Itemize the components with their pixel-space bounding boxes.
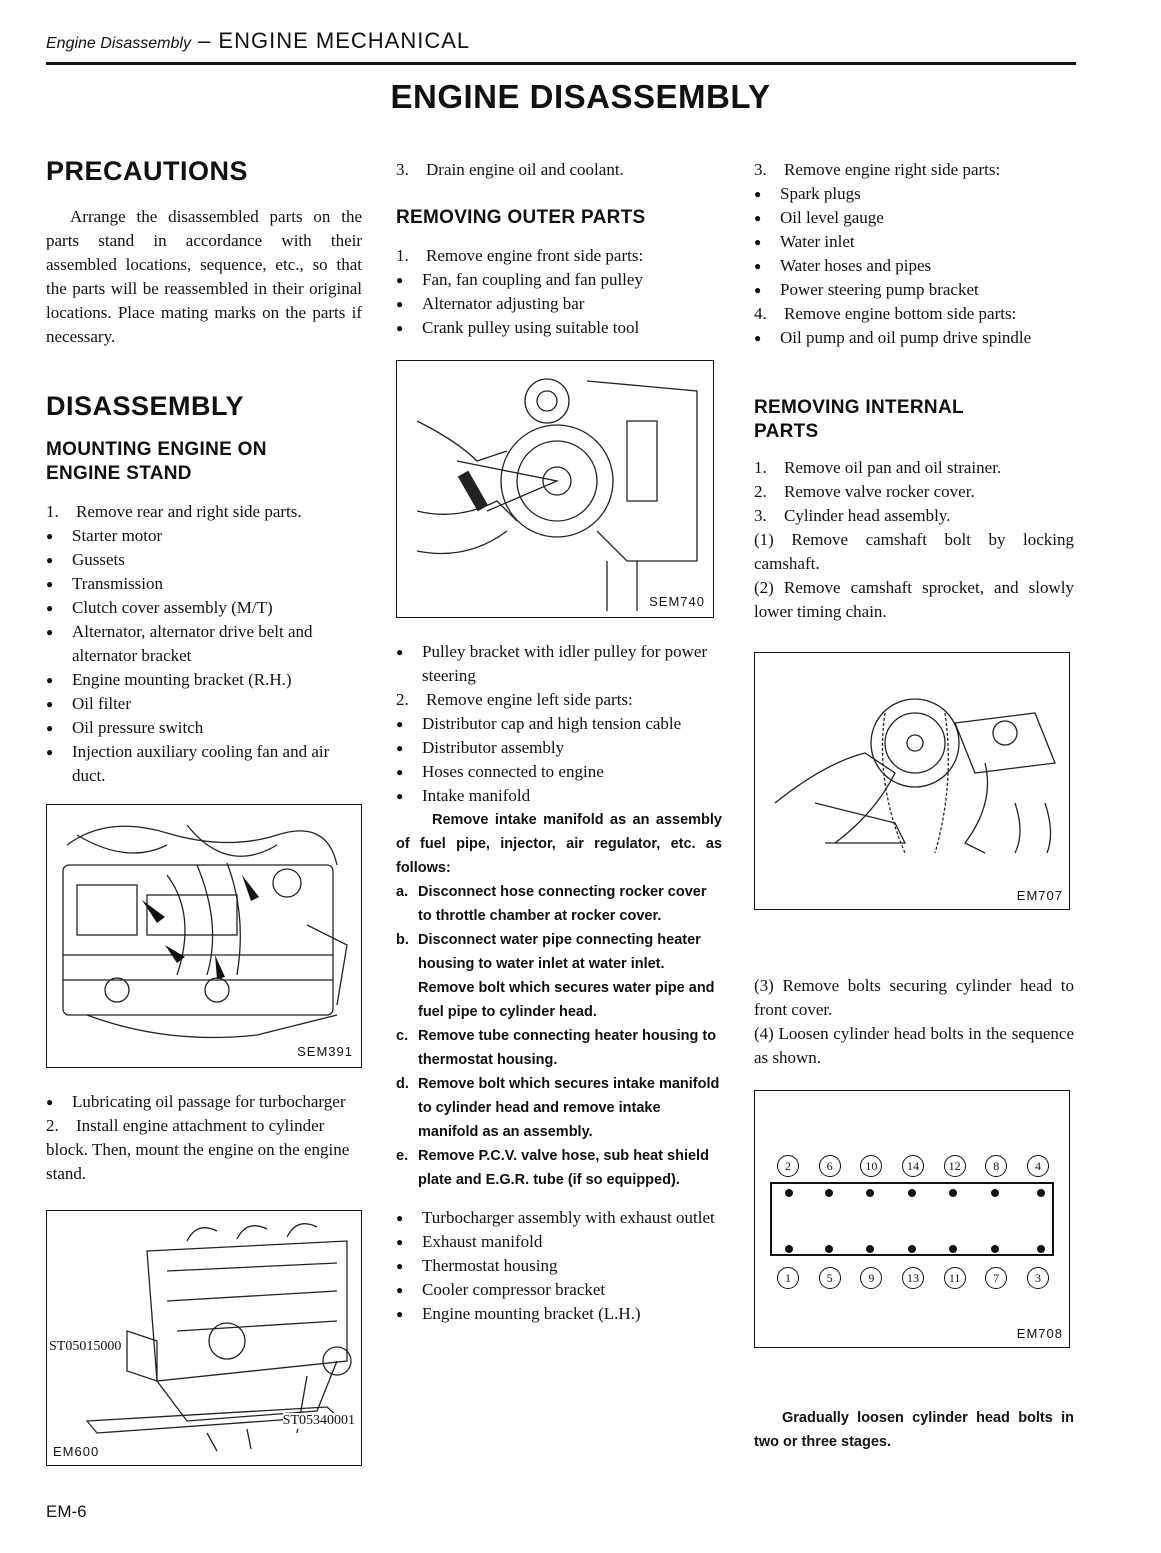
step-number: 4. — [754, 304, 767, 323]
figure-label: SEM391 — [297, 1044, 353, 1059]
bolt-number: 7 — [985, 1267, 1007, 1289]
precautions-heading: PRECAUTIONS — [46, 156, 249, 186]
bolt-number: 12 — [944, 1155, 966, 1177]
step-text: Install engine attachment to cylinder block. Then, mount the engine on the engine stand. — [46, 1116, 350, 1183]
step-text: Drain engine oil and coolant. — [426, 160, 624, 179]
list-item: ● Crank pulley using suitable tool — [396, 316, 722, 340]
list-item: ● Gussets — [46, 548, 362, 572]
page-number: EM-6 — [46, 1502, 87, 1521]
figure-sem391 — [46, 804, 362, 1068]
list-item: ● Hoses connected to engine — [396, 760, 722, 784]
list-item: ● Intake manifold — [396, 784, 722, 808]
header-separator: – — [190, 28, 219, 53]
internal-step — [754, 504, 1074, 528]
step-number: 3. — [396, 160, 409, 179]
substep-text: Remove bolt which secures water pipe and fuel pipe to cylinder head. — [418, 980, 715, 1020]
step-number: 1. — [754, 458, 767, 477]
substep — [396, 1144, 722, 1192]
bolt-number: 11 — [944, 1267, 966, 1289]
internal-substep-4: (4) Loosen cylinder head bolts in the sequence as shown. — [754, 1024, 1074, 1067]
substep-letter: b. — [396, 932, 409, 948]
figure-label: EM708 — [1016, 1326, 1063, 1341]
substep — [396, 928, 722, 976]
step-text: Remove engine left side parts: — [426, 690, 633, 709]
internal-substep-2: (2) Remove camshaft sprocket, and slowly lower timing chain. — [754, 578, 1074, 621]
substep-letter: d. — [396, 1076, 409, 1092]
callout-label: ST05340001 — [282, 1413, 355, 1428]
bolt-number: 10 — [860, 1155, 882, 1177]
step-number: 1. — [46, 502, 59, 521]
substep-letter: e. — [396, 1148, 409, 1164]
list-item: ● Pulley bracket with idler pulley for power steering — [396, 640, 722, 688]
bolt-number: 5 — [819, 1267, 841, 1289]
running-header — [46, 28, 1076, 65]
list-item: ● Engine mounting bracket (L.H.) — [396, 1302, 722, 1326]
step-text: Remove engine front side parts: — [426, 246, 644, 265]
substep-text: Remove tube connecting heater housing to thermostat housing. — [418, 1028, 717, 1068]
internal-heading-line2: PARTS — [754, 421, 819, 442]
header-section: Engine Disassembly — [46, 35, 191, 52]
internal-substep-3: (3) Remove bolts securing cylinder head to front cover. — [754, 976, 1074, 1019]
step-text: Remove valve rocker cover. — [784, 482, 975, 501]
internal-heading-line1: REMOVING INTERNAL — [754, 397, 964, 418]
mounting-heading — [46, 438, 362, 486]
header-chapter: ENGINE MECHANICAL — [218, 28, 471, 53]
list-item: ● Distributor cap and high tension cable — [396, 712, 722, 736]
list-item: ● Oil pressure switch — [46, 716, 362, 740]
precautions-text: Arrange the disassembled parts on the parts stand in accordance with their assembled locations, sequence, etc., so that the parts will be reassembled in their original locations. Place mating marks on the parts if necessary. — [46, 207, 362, 346]
list-item: ● Transmission — [46, 572, 362, 596]
engine-side-illustration — [47, 805, 361, 1067]
internal-step — [754, 480, 1074, 504]
mounting-heading-line2: ENGINE STAND — [46, 463, 192, 484]
disassembly-heading: DISASSEMBLY — [46, 391, 245, 421]
bolt-number: 13 — [902, 1267, 924, 1289]
list-item: ● Power steering pump bracket — [754, 278, 1074, 302]
list-item: ● Engine mounting bracket (R.H.) — [46, 668, 362, 692]
list-item: ● Distributor assembly — [396, 736, 722, 760]
outer-parts-heading: REMOVING OUTER PARTS — [396, 207, 646, 228]
outer-step-2 — [396, 688, 722, 712]
cylinder-head-bolt-diagram — [755, 1091, 1069, 1347]
column-left — [46, 150, 362, 1466]
mounting-heading-line1: MOUNTING ENGINE ON — [46, 439, 267, 460]
step-number: 3. — [754, 160, 767, 179]
figure-em600 — [46, 1210, 362, 1466]
step-number: 3. — [754, 506, 767, 525]
figure-label: EM600 — [53, 1444, 100, 1459]
list-item: ● Oil filter — [46, 692, 362, 716]
substep-text: Remove bolt which secures intake manifold to cylinder head and remove intake manifold as an assembly. — [418, 1076, 720, 1140]
final-items — [396, 1206, 722, 1326]
callout-label: ST05015000 — [49, 1339, 122, 1354]
list-item: ● Alternator, alternator drive belt and alternator bracket — [46, 620, 362, 668]
internal-substep-1: (1) Remove camshaft bolt by locking camshaft. — [754, 530, 1074, 573]
mounting-step-2 — [46, 1114, 362, 1186]
internal-parts-heading — [754, 396, 1074, 444]
figure-label: EM707 — [1016, 888, 1063, 903]
bolt-number: 9 — [860, 1267, 882, 1289]
substeps-list — [396, 880, 722, 1192]
camshaft-sprocket-illustration — [755, 653, 1069, 909]
column-right — [754, 150, 1074, 1454]
step-1-items — [46, 524, 362, 788]
mounting-step-1 — [46, 500, 362, 524]
step-4-right — [754, 302, 1074, 326]
list-item: ● Water hoses and pipes — [754, 254, 1074, 278]
closing-note: Gradually loosen cylinder head bolts in two or three stages. — [754, 1410, 1074, 1450]
step-number: 1. — [396, 246, 409, 265]
crank-pulley-removal-illustration — [397, 361, 713, 617]
substep-text: Disconnect water pipe connecting heater housing to water inlet at water inlet. — [418, 932, 701, 972]
internal-step — [754, 456, 1074, 480]
substep-text: Disconnect hose connecting rocker cover to throttle chamber at rocker cover. — [418, 884, 707, 924]
substep-letter: c. — [396, 1028, 409, 1044]
step-3 — [396, 158, 722, 182]
column-middle — [396, 150, 722, 1326]
bolt-number: 4 — [1027, 1155, 1049, 1177]
list-item: ● Cooler compressor bracket — [396, 1278, 722, 1302]
list-item: ● Thermostat housing — [396, 1254, 722, 1278]
list-item: ● Oil pump and oil pump drive spindle — [754, 326, 1074, 350]
list-item: ● Fan, fan coupling and fan pulley — [396, 268, 722, 292]
step-number: 2. — [396, 690, 409, 709]
step-text: Remove oil pan and oil strainer. — [784, 458, 1002, 477]
figure-sem740 — [396, 360, 714, 618]
bolt-order-bottom-row — [777, 1267, 1049, 1289]
list-item: ● Starter motor — [46, 524, 362, 548]
list-item: ● Spark plugs — [754, 182, 1074, 206]
list-item: ● Oil level gauge — [754, 206, 1074, 230]
step-text: Remove rear and right side parts. — [76, 502, 302, 521]
bolt-number: 3 — [1027, 1267, 1049, 1289]
list-item: ● Injection auxiliary cooling fan and air duct. — [46, 740, 362, 788]
outer-step-1 — [396, 244, 722, 268]
step-text: Remove engine bottom side parts: — [784, 304, 1017, 323]
list-item: ● Water inlet — [754, 230, 1074, 254]
list-item: ● Turbocharger assembly with exhaust outlet — [396, 1206, 722, 1230]
figure-label: SEM740 — [649, 594, 705, 609]
step-text: Remove engine right side parts: — [784, 160, 1001, 179]
page-title: ENGINE DISASSEMBLY — [390, 78, 771, 115]
step-text: Cylinder head assembly. — [784, 506, 951, 525]
bolt-number: 8 — [985, 1155, 1007, 1177]
step-number: 2. — [46, 1116, 59, 1135]
bolt-number: 1 — [777, 1267, 799, 1289]
intake-manifold-note: Remove intake manifold as an assembly of fuel pipe, injector, air regulator, etc. as follows: — [396, 812, 722, 876]
step-3-right — [754, 158, 1074, 182]
substep-text: Remove P.C.V. valve hose, sub heat shield plate and E.G.R. tube (if so equipped). — [418, 1148, 709, 1188]
list-item: ● Clutch cover assembly (M/T) — [46, 596, 362, 620]
list-item: ● Exhaust manifold — [396, 1230, 722, 1254]
list-item: ● Alternator adjusting bar — [396, 292, 722, 316]
bolt-number: 2 — [777, 1155, 799, 1177]
list-item: ● Lubricating oil passage for turbocharger — [46, 1090, 362, 1114]
internal-steps — [754, 456, 1074, 528]
substep — [396, 1024, 722, 1072]
substep — [396, 1072, 722, 1144]
substep — [396, 880, 722, 928]
substep — [396, 976, 722, 1024]
step-number: 2. — [754, 482, 767, 501]
bolt-number: 6 — [819, 1155, 841, 1177]
substep-letter: a. — [396, 884, 409, 900]
bolt-number: 14 — [902, 1155, 924, 1177]
figure-em707 — [754, 652, 1070, 910]
figure-em708 — [754, 1090, 1070, 1348]
